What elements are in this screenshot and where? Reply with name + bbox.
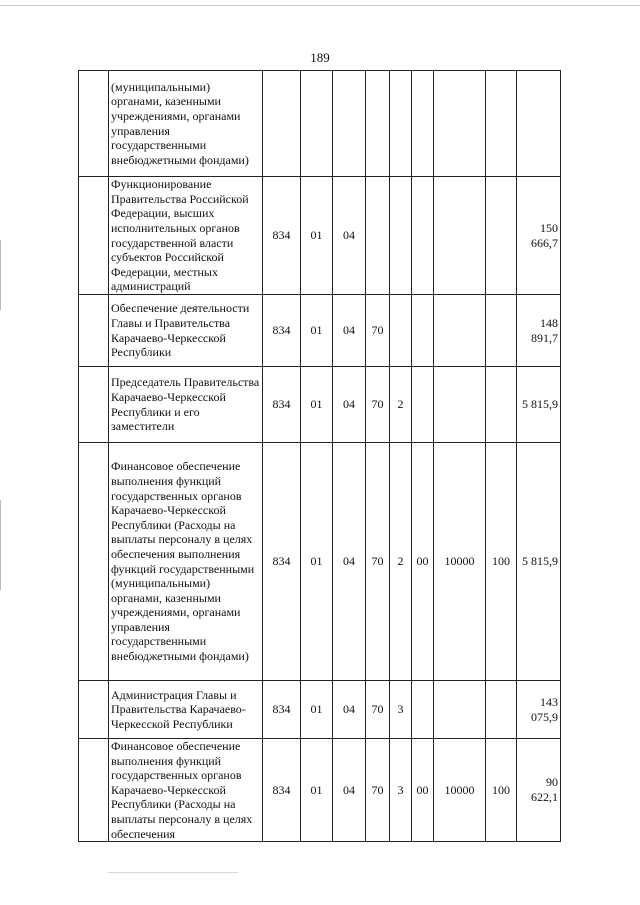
target-code-cell: 10000 <box>434 443 486 681</box>
target-code-cell <box>434 177 486 295</box>
index-cell <box>79 295 109 367</box>
amount-cell: 5 815,9 <box>517 367 561 443</box>
description-cell: Функционирование Правительства Российской Федерации, высших исполнительных органов государственной власти субъектов Российской Федерации, местных администраций <box>109 177 263 295</box>
target-code-cell <box>434 681 486 739</box>
subprogram-code-cell <box>390 177 412 295</box>
budget-table <box>78 70 561 842</box>
table-row <box>79 367 561 443</box>
description-cell: (муниципальными) органами, казенными учреждениями, органами управления государственными внебюджетными фондами) <box>109 71 263 177</box>
description-cell: Председатель Правительства Карачаево-Черкесской Республики и его заместители <box>109 367 263 443</box>
expense-type-cell <box>486 71 517 177</box>
ministry-code-cell: 834 <box>263 177 301 295</box>
index-cell <box>79 177 109 295</box>
description-cell: Обеспечение деятельности Главы и Правительства Карачаево-Черкесской Республики <box>109 295 263 367</box>
index-cell <box>79 443 109 681</box>
amount-cell: 5 815,9 <box>517 443 561 681</box>
program-code-cell: 70 <box>366 367 390 443</box>
section-code-cell <box>301 71 333 177</box>
direction-code-cell <box>412 295 434 367</box>
amount-cell: 150 666,7 <box>517 177 561 295</box>
ministry-code-cell: 834 <box>263 295 301 367</box>
scan-edge-mark <box>0 240 1 310</box>
table-row <box>79 71 561 177</box>
target-code-cell <box>434 295 486 367</box>
scan-edge-mark <box>0 500 1 590</box>
program-code-cell: 70 <box>366 681 390 739</box>
subsection-code-cell: 04 <box>333 681 366 739</box>
expense-type-cell: 100 <box>486 739 517 842</box>
table-row <box>79 295 561 367</box>
index-cell <box>79 681 109 739</box>
section-code-cell: 01 <box>301 177 333 295</box>
table-row <box>79 739 561 842</box>
expense-type-cell <box>486 367 517 443</box>
subprogram-code-cell: 3 <box>390 681 412 739</box>
expense-type-cell: 100 <box>486 443 517 681</box>
section-code-cell: 01 <box>301 367 333 443</box>
subprogram-code-cell: 2 <box>390 367 412 443</box>
ministry-code-cell <box>263 71 301 177</box>
budget-table-body <box>79 71 561 842</box>
ministry-code-cell: 834 <box>263 681 301 739</box>
description-cell: Финансовое обеспечение выполнения функций государственных органов Карачаево-Черкесской Республики (Расходы на выплаты персоналу в целях обеспечения <box>109 739 263 842</box>
amount-cell <box>517 71 561 177</box>
subsection-code-cell: 04 <box>333 443 366 681</box>
amount-cell: 90 622,1 <box>517 739 561 842</box>
section-code-cell: 01 <box>301 681 333 739</box>
program-code-cell: 70 <box>366 739 390 842</box>
subsection-code-cell <box>333 71 366 177</box>
ministry-code-cell: 834 <box>263 739 301 842</box>
scan-top-edge <box>0 5 640 6</box>
subsection-code-cell: 04 <box>333 295 366 367</box>
table-row <box>79 681 561 739</box>
expense-type-cell <box>486 177 517 295</box>
program-code-cell: 70 <box>366 295 390 367</box>
target-code-cell: 10000 <box>434 739 486 842</box>
expense-type-cell <box>486 681 517 739</box>
amount-cell: 143 075,9 <box>517 681 561 739</box>
description-cell: Финансовое обеспечение выполнения функций государственных органов Карачаево-Черкесской Республики (Расходы на выплаты персоналу в целях обеспечения выполнения функций государственными (муниципальными) органами, казенными учреждениями, органами управления государственными внебюджетными фондами) <box>109 443 263 681</box>
section-code-cell: 01 <box>301 295 333 367</box>
section-code-cell: 01 <box>301 443 333 681</box>
program-code-cell: 70 <box>366 443 390 681</box>
direction-code-cell <box>412 71 434 177</box>
expense-type-cell <box>486 295 517 367</box>
target-code-cell <box>434 367 486 443</box>
index-cell <box>79 739 109 842</box>
direction-code-cell: 00 <box>412 739 434 842</box>
page-number: 189 <box>310 50 330 65</box>
section-code-cell: 01 <box>301 739 333 842</box>
subprogram-code-cell <box>390 71 412 177</box>
direction-code-cell <box>412 681 434 739</box>
scan-bottom-mark <box>108 872 238 873</box>
program-code-cell <box>366 177 390 295</box>
ministry-code-cell: 834 <box>263 367 301 443</box>
subsection-code-cell: 04 <box>333 177 366 295</box>
target-code-cell <box>434 71 486 177</box>
index-cell <box>79 367 109 443</box>
subprogram-code-cell: 3 <box>390 739 412 842</box>
table-row <box>79 443 561 681</box>
direction-code-cell: 00 <box>412 443 434 681</box>
table-row <box>79 177 561 295</box>
amount-cell: 148 891,7 <box>517 295 561 367</box>
subsection-code-cell: 04 <box>333 367 366 443</box>
subprogram-code-cell <box>390 295 412 367</box>
index-cell <box>79 71 109 177</box>
direction-code-cell <box>412 177 434 295</box>
program-code-cell <box>366 71 390 177</box>
direction-code-cell <box>412 367 434 443</box>
subsection-code-cell: 04 <box>333 739 366 842</box>
ministry-code-cell: 834 <box>263 443 301 681</box>
description-cell: Администрация Главы и Правительства Карачаево-Черкесской Республики <box>109 681 263 739</box>
subprogram-code-cell: 2 <box>390 443 412 681</box>
